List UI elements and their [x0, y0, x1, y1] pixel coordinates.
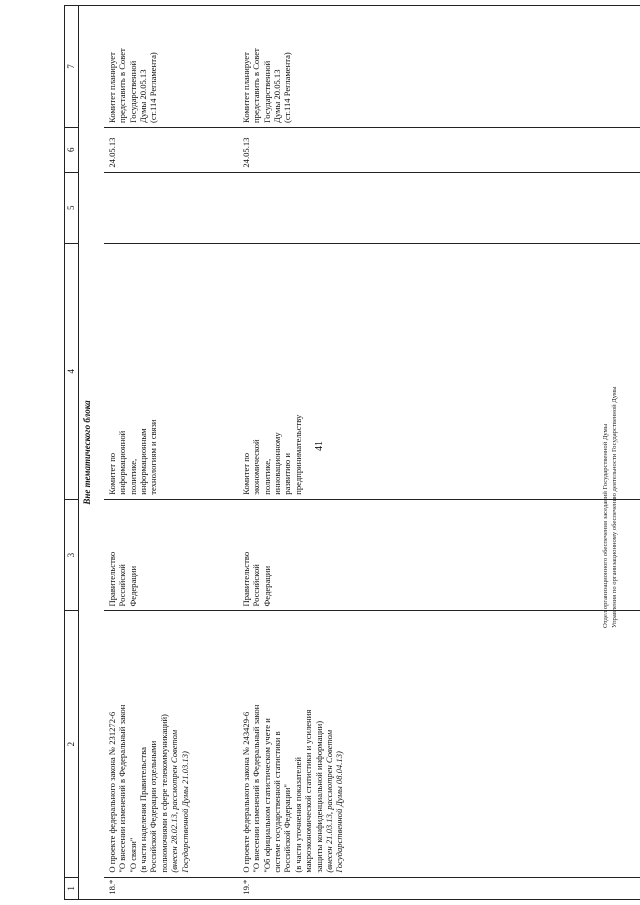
header-col-5: 5	[65, 172, 79, 243]
table-row	[104, 6, 238, 900]
empty-cell	[403, 172, 640, 243]
col5-cell	[104, 172, 238, 243]
initiator	[238, 499, 403, 611]
committee-line: технологиям и связи	[148, 419, 159, 495]
plan-note-line: Государственной	[127, 60, 138, 123]
initiator-line: Российской	[117, 564, 128, 607]
bill-note-line: Государственной Думы 08.04.13)	[334, 751, 345, 873]
bill-note-line: Государственной Думы 21.03.13)	[179, 751, 190, 873]
header-row	[65, 6, 79, 900]
initiator-line: Федерации	[261, 565, 272, 607]
plan-note-line: представить в Совет	[117, 48, 128, 123]
bill-description-line: (в части уточнения показателей	[292, 757, 303, 873]
plan-note-line: (ст.114 Регламента)	[282, 52, 293, 123]
bill-description	[238, 611, 403, 877]
date-cell: 24.05.13	[104, 127, 238, 172]
committee-line: информационным	[138, 428, 149, 495]
bill-description-line: макроэкономической статистики и усиления	[303, 709, 314, 873]
bill-description-line: "О внесении изменений в Федеральный закон	[251, 704, 262, 873]
bill-note-line: (внесен 21.03.13, рассмотрен Советом	[324, 729, 335, 873]
header-col-2: 2	[65, 611, 79, 877]
header-col-6: 6	[65, 127, 79, 172]
committee-line: информационной	[117, 430, 128, 495]
bill-description-line: полномочиями в сфере телекоммуникаций)	[158, 714, 169, 873]
empty-cell	[403, 877, 640, 899]
plan-note	[238, 6, 403, 128]
committee-line: предпринимательству	[292, 414, 303, 495]
section-row	[79, 6, 104, 900]
header-col-4: 4	[65, 243, 79, 499]
agenda-table	[64, 5, 640, 900]
page-number: 41	[314, 441, 325, 451]
bill-description	[104, 611, 238, 877]
initiator-line: Правительство	[106, 551, 117, 607]
plan-note-line: представить в Совет	[251, 48, 262, 123]
bill-description-line: защиты конфиденциальной информации)	[313, 720, 324, 873]
bill-description-line: О проекте федерального закона № 243429-6	[240, 711, 251, 873]
committee-line: политике,	[127, 458, 138, 495]
plan-note-line: Государственной	[261, 60, 272, 123]
header-col-1: 1	[65, 877, 79, 899]
bill-description-line: Российской Федерации"	[282, 784, 293, 873]
footer-line: Управления по организационному обеспечению деятельности Государственной Думы	[611, 386, 618, 628]
date-cell: 24.05.13	[238, 127, 403, 172]
committee	[104, 243, 238, 499]
footer-line: Отдел организационного обеспечения заседаний Государственной Думы	[602, 423, 609, 628]
committee-line: экономической	[251, 439, 262, 495]
initiator-line: Федерации	[127, 565, 138, 607]
initiator	[104, 499, 238, 611]
header-col-7: 7	[65, 6, 79, 128]
initiator-line: Правительство	[240, 551, 251, 607]
plan-note	[104, 6, 238, 128]
bill-description-line: "Об официальном статистическом учете и	[261, 718, 272, 873]
bill-description-line: "О внесении изменений в Федеральный закон	[117, 704, 128, 873]
initiator-line: Российской	[251, 564, 262, 607]
empty-cell	[403, 127, 640, 172]
table-row	[238, 6, 403, 900]
bill-description-line: О проекте федерального закона № 231272-6	[106, 711, 117, 873]
plan-note-line: Думы 20.05.13	[138, 69, 149, 123]
bill-note-line: (внесен 28.02.13, рассмотрен Советом	[169, 729, 180, 873]
empty-cell	[403, 611, 640, 877]
row-number: 18.*	[104, 877, 238, 899]
committee-line: политике,	[261, 458, 272, 495]
row-number: 19.*	[238, 877, 403, 899]
col5-cell	[238, 172, 403, 243]
committee	[238, 243, 403, 499]
footer	[601, 348, 631, 628]
bill-description-line: (в части наделения Правительства	[138, 747, 149, 873]
header-col-3: 3	[65, 499, 79, 611]
plan-note-line: Комитет планирует	[106, 52, 117, 123]
committee-line: инновационному	[272, 432, 283, 495]
plan-note-line: Комитет планирует	[240, 52, 251, 123]
bill-description-line: Российской Федерации отдельными	[148, 740, 159, 873]
committee-line: Комитет по	[106, 452, 117, 495]
committee-line: Комитет по	[240, 452, 251, 495]
bill-description-line: "О связи"	[127, 837, 138, 873]
committee-line: развитию и	[282, 453, 293, 495]
plan-note-line: Думы 20.05.13	[272, 69, 283, 123]
plan-note-line: (ст.114 Регламента)	[148, 52, 159, 123]
rotated-table-area	[64, 5, 640, 900]
section-title: Вне тематического блока	[79, 6, 104, 900]
bill-description-line: системе государственной статистики в	[272, 731, 283, 873]
empty-cell	[403, 6, 640, 128]
